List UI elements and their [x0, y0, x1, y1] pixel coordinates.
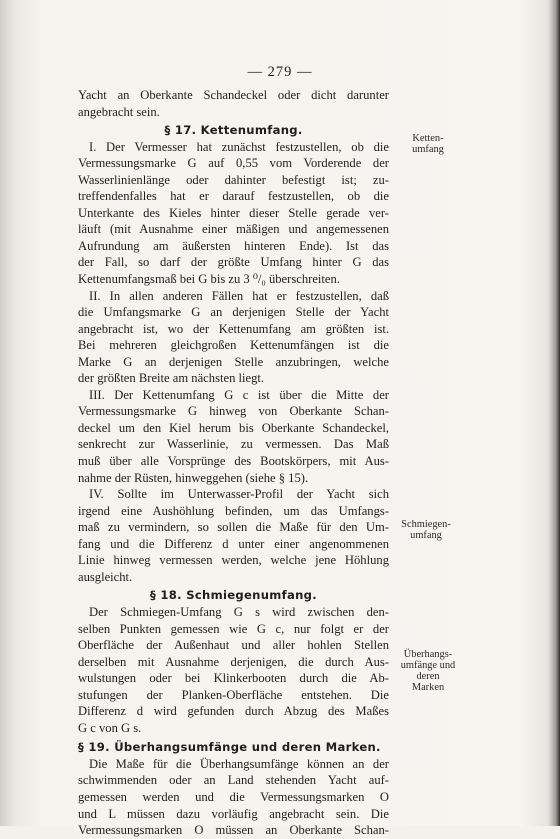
text-line: G c von G s.	[78, 720, 142, 735]
text-line: Unterkante des Kieles hinter dieser Stelle gerade ver-	[78, 205, 389, 220]
text-line: maß zu vermindern, so sollen die Maße für den Um-	[78, 520, 389, 535]
text-line: Die Maße für die Überhangsumfänge können an der	[89, 756, 389, 771]
text-line: der Fall, so darf der größte Umfang hinter G das	[78, 255, 389, 270]
text-line: nahme der Rüsten, hinweggehen (siehe § 15).	[78, 470, 309, 485]
page-number: — 279 —	[247, 64, 313, 80]
text-line: Yacht an Oberkante Schandeckel oder dicht darunter	[78, 88, 389, 102]
text-line: treffendenfalles hat er darauf festzustellen, ob die	[78, 189, 389, 204]
text-line: I. Der Vermesser hat zunächst festzustellen, ob die	[89, 139, 389, 154]
text-line: II. In allen anderen Fällen hat er festzustellen, daß	[89, 288, 389, 303]
section-heading: § 19. Überhangsumfänge und deren Marken.	[78, 740, 381, 755]
text-line: senkrecht zur Wasserlinie, zu vermessen. Das Maß	[78, 437, 389, 452]
text-line: IV. Sollte im Unterwasser-Profil der Yacht sich	[89, 487, 389, 502]
section-heading: § 18. Schmiegenumfang.	[150, 588, 317, 603]
body-text	[78, 87, 389, 839]
text-line: die Umfangsmarke G an derjenigen Stelle der Yacht	[78, 305, 389, 320]
text-line: Linie hinweg vermessen werden, welche jene Höhlung	[78, 553, 389, 568]
text-line: Aufrundung am äußersten hinteren Ende). Ist das	[78, 238, 389, 253]
text-line: deckel um den Kiel herum bis Oberkante Schandeckel,	[78, 420, 389, 435]
text-line: muß über alle Vorsprünge des Bootskörpers, mit Aus-	[78, 454, 389, 469]
text-line: Marke G an derjenigen Stelle anzubringen, welche	[78, 354, 389, 369]
text-line: Differenz d wird gefunden durch Abzug des Maßes	[78, 704, 389, 719]
text-line: angebracht ist, wo der Kettenumfang am größten ist.	[78, 321, 389, 336]
text-line: fang und die Differenz d unter einer angenommenen	[78, 536, 389, 551]
text-line: und L müssen dazu vorläufig angebracht sein. Die	[78, 806, 389, 821]
text-line: gemessen werden und die Vermessungsmarken O	[78, 789, 389, 804]
text-line: Vermessungsmarken O müssen an Oberkante Schan-	[78, 823, 389, 838]
text-line: läuft (mit Ausnahme einer mäßigen und angemessenen	[78, 222, 389, 237]
text-line: Vermessungsmarke G auf 0,55 vom Vorderende der	[78, 156, 389, 171]
text-line: Oberfläche der Außenhaut und aller hohlen Stellen	[78, 638, 389, 653]
text-line: Der Schmiegen-Umfang G s wird zwischen den-	[89, 604, 389, 619]
text-line: wulstungen oder bei Klinkerbooten durch die Ab-	[78, 671, 389, 686]
margin-note: Ketten- umfang	[412, 133, 444, 155]
text-line: schwimmenden oder an Land stehenden Yacht auf-	[78, 773, 389, 788]
section-heading: § 17. Kettenumfang.	[164, 123, 303, 138]
text-line: Kettenumfangsmaß bei G bis zu 3 ⁰/₀ überschreiten.	[78, 272, 340, 287]
text-line: selben Punkten gemessen wie G c, nur folgt er der	[78, 621, 389, 636]
text-line: Wasserlinienlänge oder dahinter befestigt ist; zu-	[78, 172, 389, 187]
text-line: angebracht sein.	[78, 104, 160, 119]
text-line: Vermessungsmarke G hinweg von Oberkante Schan-	[78, 404, 389, 419]
text-line: irgend eine Aushöhlung befinden, um das Umfangs-	[78, 503, 389, 518]
text-line: ausgleicht.	[78, 569, 133, 584]
text-line: der größten Breite am nächsten liegt.	[78, 371, 265, 386]
margin-note: Schmiegen- umfang	[401, 519, 451, 541]
text-line: III. Der Kettenumfang G c ist über die Mitte der	[89, 387, 389, 402]
text-line: derselben mit Ausnahme derjenigen, die durch Aus-	[78, 654, 389, 669]
margin-note: Überhangs- umfänge und deren Marken	[400, 649, 456, 693]
text-line: stufungen der Planken-Oberfläche entstehen. Die	[78, 687, 389, 702]
text-line: Bei mehreren gleichgroßen Kettenumfängen ist die	[78, 338, 389, 353]
